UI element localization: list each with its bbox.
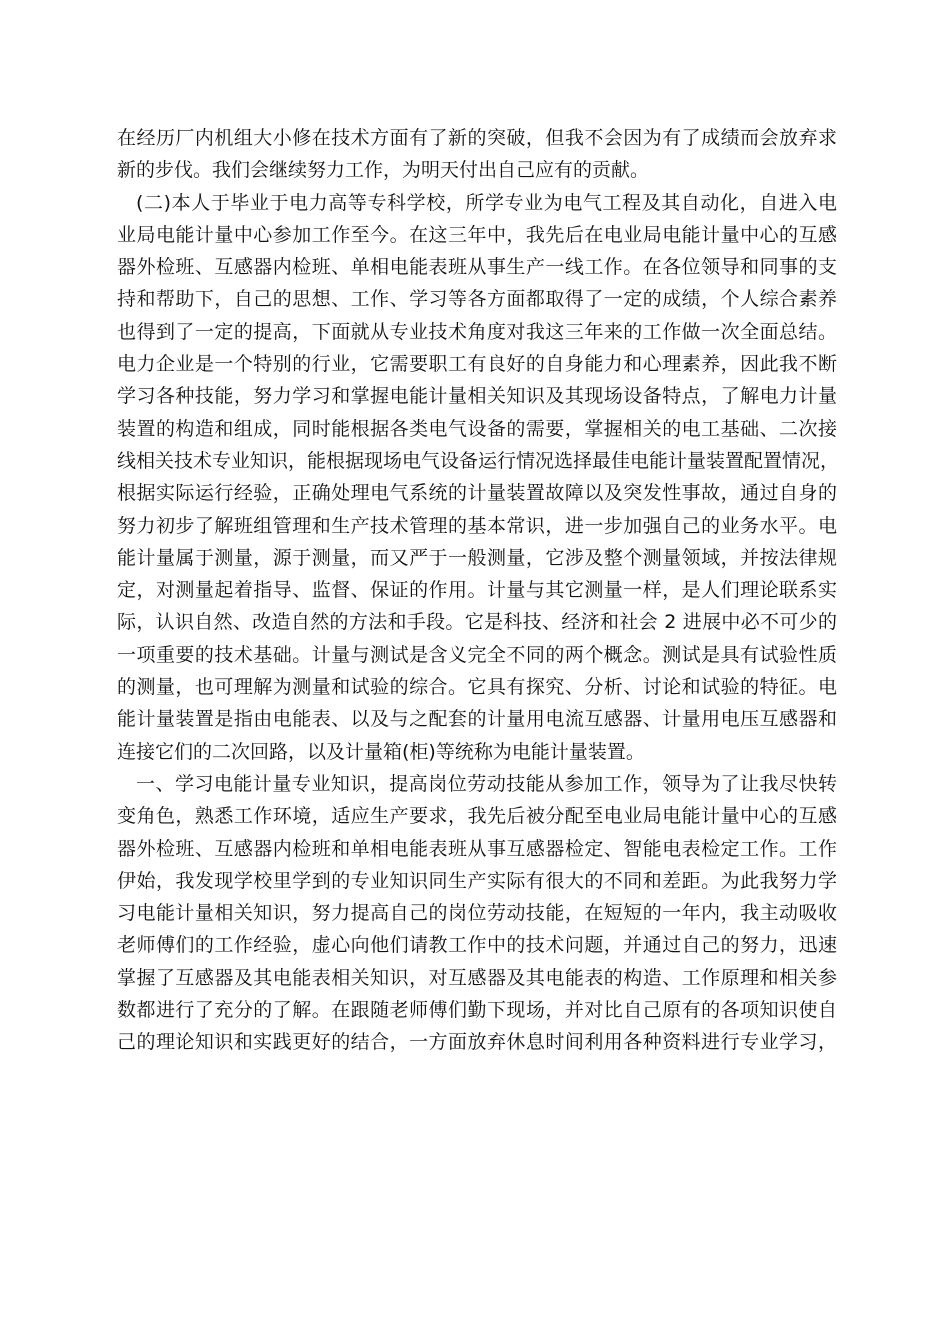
text-line: 能计量属于测量，源于测量，而又严于一般测量，它涉及整个测量领域，并按法律规 [117, 546, 837, 569]
text-line: 己的理论知识和实践更好的结合，一方面放弃休息时间利用各种资料进行专业学习， [117, 1031, 837, 1054]
text-line: 持和帮助下，自己的思想、工作、学习等各方面都取得了一定的成绩，个人综合素养 [117, 288, 837, 311]
text-line: 努力初步了解班组管理和生产技术管理的基本常识，进一步加强自己的业务水平。电 [117, 514, 837, 537]
text-line: 在经历厂内机组大小修在技术方面有了新的突破，但我不会因为有了成绩而会放弃求 [117, 127, 837, 149]
text-line: 连接它们的二次回路，以及计量箱(柜)等统称为电能计量装置。 [117, 740, 645, 763]
text-line: 也得到了一定的提高，下面就从专业技术角度对我这三年来的工作做一次全面总结。 [117, 320, 837, 343]
text-line: 伊始，我发现学校里学到的专业知识同生产实际有很大的不同和差距。为此我努力学 [117, 869, 837, 892]
text-line: 一项重要的技术基础。计量与测试是含义完全不同的两个概念。测试是具有试验性质 [117, 643, 837, 666]
text-line: 能计量装置是指由电能表、以及与之配套的计量用电流互感器、计量用电压互感器和 [117, 708, 837, 731]
text-line: 根据实际运行经验，正确处理电气系统的计量装置故障以及突发性事故，通过自身的 [117, 482, 837, 505]
body-text [117, 122, 840, 1059]
text-line: 业局电能计量中心参加工作至今。在这三年中，我先后在电业局电能计量中心的互感 [117, 223, 837, 246]
text-line: 定，对测量起着指导、监督、保证的作用。计量与其它测量一样，是人们理论联系实 [117, 579, 837, 602]
text-line: (二)本人于毕业于电力高等专科学校，所学专业为电气工程及其自动化，自进入电 [136, 191, 837, 214]
text-line: 习电能计量相关知识，努力提高自己的岗位劳动技能，在短短的一年内，我主动吸收 [117, 902, 837, 925]
text-line: 的测量，也可理解为测量和试验的综合。它具有探究、分析、讨论和试验的特征。电 [117, 676, 837, 699]
text-line: 学习各种技能，努力学习和掌握电能计量相关知识及其现场设备特点，了解电力计量 [117, 385, 837, 408]
text-line: 一、学习电能计量专业知识，提高岗位劳动技能从参加工作，领导为了让我尽快转 [136, 772, 837, 795]
text-line: 线相关技术专业知识，能根据现场电气设备运行情况选择最佳电能计量装置配置情况， [117, 449, 840, 472]
text-line: 变角色，熟悉工作环境，适应生产要求，我先后被分配至电业局电能计量中心的互感 [117, 805, 837, 828]
text-line: 器外检班、互感器内检班和单相电能表班从事互感器检定、智能电表检定工作。工作 [117, 837, 837, 860]
text-line: 装置的构造和组成，同时能根据各类电气设备的需要，掌握相关的电工基础、二次接 [117, 417, 837, 440]
text-line: 际，认识自然、改造自然的方法和手段。它是科技、经济和社会 2 进展中必不可少的 [117, 611, 837, 634]
text-line: 器外检班、互感器内检班、单相电能表班从事生产一线工作。在各位领导和同事的支 [117, 256, 837, 279]
text-line: 新的步伐。我们会继续努力工作，为明天付出自己应有的贡献。 [117, 159, 650, 182]
text-line: 电力企业是一个特别的行业，它需要职工有良好的自身能力和心理素养，因此我不断 [117, 353, 837, 376]
text-line: 数都进行了充分的了解。在跟随老师傅们勤下现场，并对比自己原有的各项知识使自 [117, 999, 837, 1022]
text-line: 掌握了互感器及其电能表相关知识，对互感器及其电能表的构造、工作原理和相关参 [117, 966, 837, 989]
text-line: 老师傅们的工作经验，虚心向他们请教工作中的技术问题，并通过自己的努力，迅速 [117, 934, 837, 957]
